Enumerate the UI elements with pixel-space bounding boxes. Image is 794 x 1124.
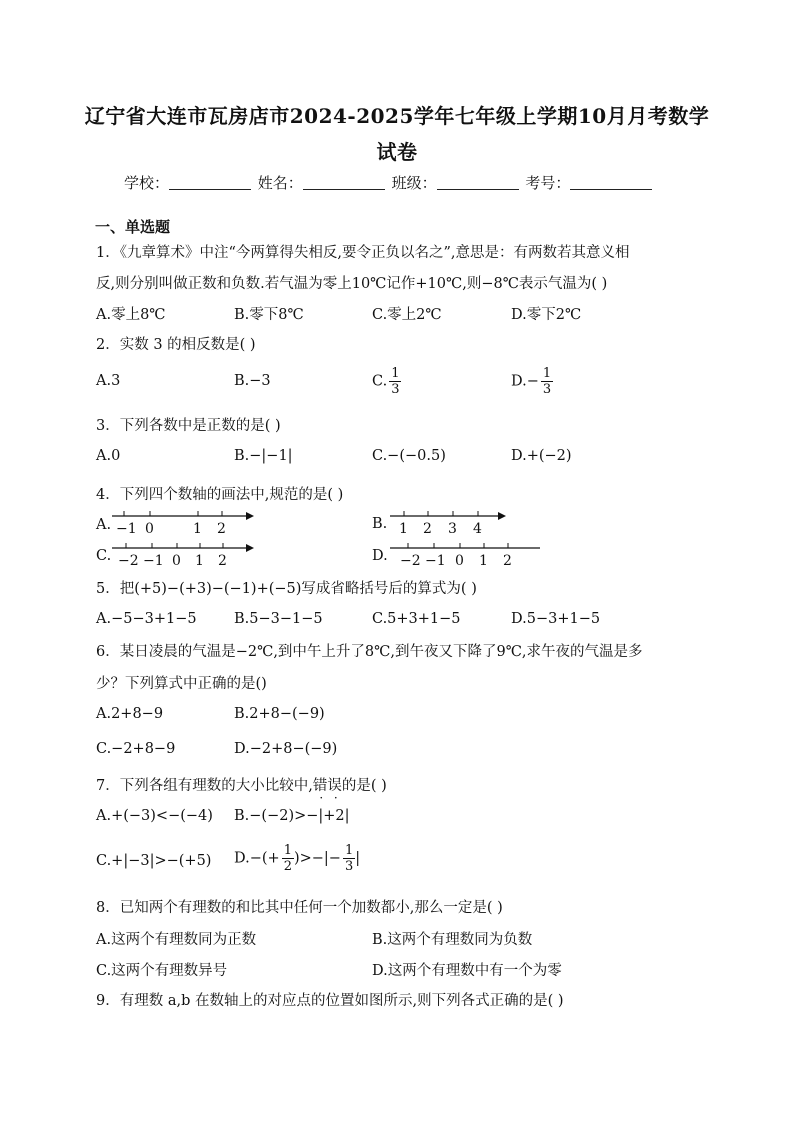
fraction-denominator: 2: [283, 859, 292, 874]
axis-tick-label: −2: [118, 553, 139, 569]
q4-option-b-axis: [388, 508, 518, 538]
fraction-numerator: 1: [344, 843, 354, 858]
q7-option-d-part: |: [355, 850, 361, 867]
q7-option-d-part: )>−|−: [293, 850, 341, 867]
q7-stem-text: 的是( ): [341, 778, 387, 794]
exam-title-line2: 试卷: [376, 140, 418, 164]
exam-title-line1: 辽宁省大连市瓦房店市2024-2025学年七年级上学期10月月考数学: [84, 104, 710, 128]
q2-option-c[interactable]: [372, 366, 401, 397]
q4-option-c-axis: [110, 540, 260, 570]
school-blank[interactable]: [169, 175, 251, 190]
axis-tick-label: 2: [218, 553, 227, 569]
q5-option-b[interactable]: B.5−3−1−5: [234, 611, 323, 627]
q2-option-b[interactable]: B.−3: [234, 373, 271, 389]
q7-option-d-part: D.−(+: [234, 850, 280, 867]
q7-stem: [96, 774, 387, 795]
q3-option-c[interactable]: C.−(−0.5): [372, 448, 446, 464]
q7-stem-text: 7．下列各组有理数的大小比较中,: [96, 778, 313, 794]
q7-option-d-fraction1: [282, 843, 294, 874]
name-blank[interactable]: [303, 175, 385, 190]
q6-option-b[interactable]: B.2+8−(−9): [234, 706, 325, 722]
q2-option-d[interactable]: [511, 366, 553, 397]
q1-option-d[interactable]: D.零下2℃: [511, 307, 582, 323]
q7-option-d-fraction2: [343, 843, 355, 874]
class-label: 班级：: [391, 174, 437, 192]
q7-option-d[interactable]: [234, 843, 360, 874]
axis-tick-label: 1: [195, 553, 204, 569]
q4-option-a-label[interactable]: A.: [96, 517, 112, 533]
q5-stem: 5．把(+5)−(+3)−(−1)+(−5)写成省略括号后的算式为( ): [96, 581, 477, 597]
q7-option-a[interactable]: A.+(−3)<−(−4): [96, 808, 213, 824]
fraction-numerator: 1: [283, 843, 292, 858]
q5-option-c[interactable]: C.5+3+1−5: [372, 611, 461, 627]
q6-option-d[interactable]: D.−2+8−(−9): [234, 741, 338, 757]
q5-option-d[interactable]: D.5−3+1−5: [511, 611, 601, 627]
q7-stem-emphasis: 误: [327, 778, 342, 794]
q1-option-c[interactable]: C.零上2℃: [372, 307, 442, 323]
axis-tick-label: 0: [455, 553, 464, 569]
q4-option-b-label[interactable]: B.: [372, 516, 388, 532]
q2-option-c-fraction: [389, 366, 401, 397]
fraction-numerator: 1: [391, 366, 400, 381]
q6-stem-line1: 6．某日凌晨的气温是−2℃,到中午上升了8℃,到午夜又下降了9℃,求午夜的气温是多: [96, 644, 643, 660]
fraction-denominator: 3: [344, 859, 354, 874]
q4-stem: 4．下列四个数轴的画法中,规范的是( ): [96, 487, 344, 503]
axis-tick-label: 3: [448, 521, 457, 537]
q7-option-c[interactable]: C.+|−3|>−(+5): [96, 853, 212, 869]
name-label: 姓名：: [257, 174, 303, 192]
q6-stem-line2: 少？下列算式中正确的是(): [96, 676, 267, 692]
q3-stem: 3．下列各数中是正数的是( ): [96, 418, 281, 434]
q9-stem: 9．有理数 a,b 在数轴上的对应点的位置如图所示,则下列各式正确的是( ): [96, 993, 564, 1009]
q4-option-d-label[interactable]: D.: [372, 548, 388, 564]
q2-option-c-label: C.: [372, 373, 388, 390]
q8-option-a[interactable]: A.这两个有理数同为正数: [96, 932, 257, 948]
q8-stem: 8．已知两个有理数的和比其中任何一个加数都小,那么一定是( ): [96, 900, 503, 916]
q2-option-d-fraction: [541, 366, 553, 397]
q7-stem-emphasis: 错: [312, 778, 328, 794]
axis-tick-label: 0: [145, 521, 154, 537]
q8-option-c[interactable]: C.这两个有理数异号: [96, 963, 228, 979]
axis-tick-label: −2: [400, 553, 421, 569]
q1-option-a[interactable]: A.零上8℃: [96, 307, 166, 323]
axis-tick-label: −1: [116, 521, 137, 537]
section-title: 一、单选题: [95, 218, 171, 236]
q4-option-d-axis: [388, 540, 548, 570]
class-blank[interactable]: [437, 175, 519, 190]
q2-stem: 2．实数 3 的相反数是( ): [96, 337, 256, 353]
q1-option-b[interactable]: B.零下8℃: [234, 307, 304, 323]
q6-option-c[interactable]: C.−2+8−9: [96, 741, 176, 757]
q8-option-b[interactable]: B.这两个有理数同为负数: [372, 932, 533, 948]
q6-option-a[interactable]: A.2+8−9: [96, 706, 164, 722]
axis-tick-label: 0: [172, 553, 181, 569]
axis-tick-label: −1: [143, 553, 164, 569]
q4-option-c-label[interactable]: C.: [96, 548, 112, 564]
fraction-numerator: 1: [542, 366, 552, 381]
q8-option-d[interactable]: D.这两个有理数中有一个为零: [372, 963, 562, 979]
q1-stem-line2: 反,则分别叫做正数和负数.若气温为零上10℃记作+10℃,则−8℃表示气温为( ): [96, 276, 608, 292]
q5-option-a[interactable]: A.−5−3+1−5: [96, 611, 197, 627]
fraction-denominator: 3: [391, 382, 400, 397]
axis-tick-label: 1: [193, 521, 202, 537]
school-label: 学校：: [124, 174, 170, 192]
axis-tick-label: −1: [425, 553, 446, 569]
axis-tick-label: 2: [503, 553, 512, 569]
student-info-row: [124, 172, 654, 193]
exam-number-blank[interactable]: [570, 175, 652, 190]
q2-option-a[interactable]: A.3: [96, 373, 121, 389]
q2-option-d-label: D.−: [511, 373, 539, 390]
axis-tick-label: 2: [217, 521, 226, 537]
axis-tick-label: 1: [479, 553, 488, 569]
axis-tick-label: 4: [473, 521, 482, 537]
fraction-denominator: 3: [542, 382, 552, 397]
q7-option-b[interactable]: B.−(−2)>−|+2|: [234, 808, 350, 824]
exam-number-label: 考号：: [525, 174, 571, 192]
q3-option-a[interactable]: A.0: [96, 448, 121, 464]
axis-tick-label: 1: [399, 521, 408, 537]
q1-stem-line1: 1．《九章算术》中注“今两算得失相反,要令正负以名之”,意思是：有两数若其意义相: [96, 245, 630, 261]
q4-option-a-axis: [110, 508, 260, 538]
q3-option-d[interactable]: D.+(−2): [511, 448, 572, 464]
q3-option-b[interactable]: B.−|−1|: [234, 448, 293, 464]
axis-tick-label: 2: [423, 521, 432, 537]
